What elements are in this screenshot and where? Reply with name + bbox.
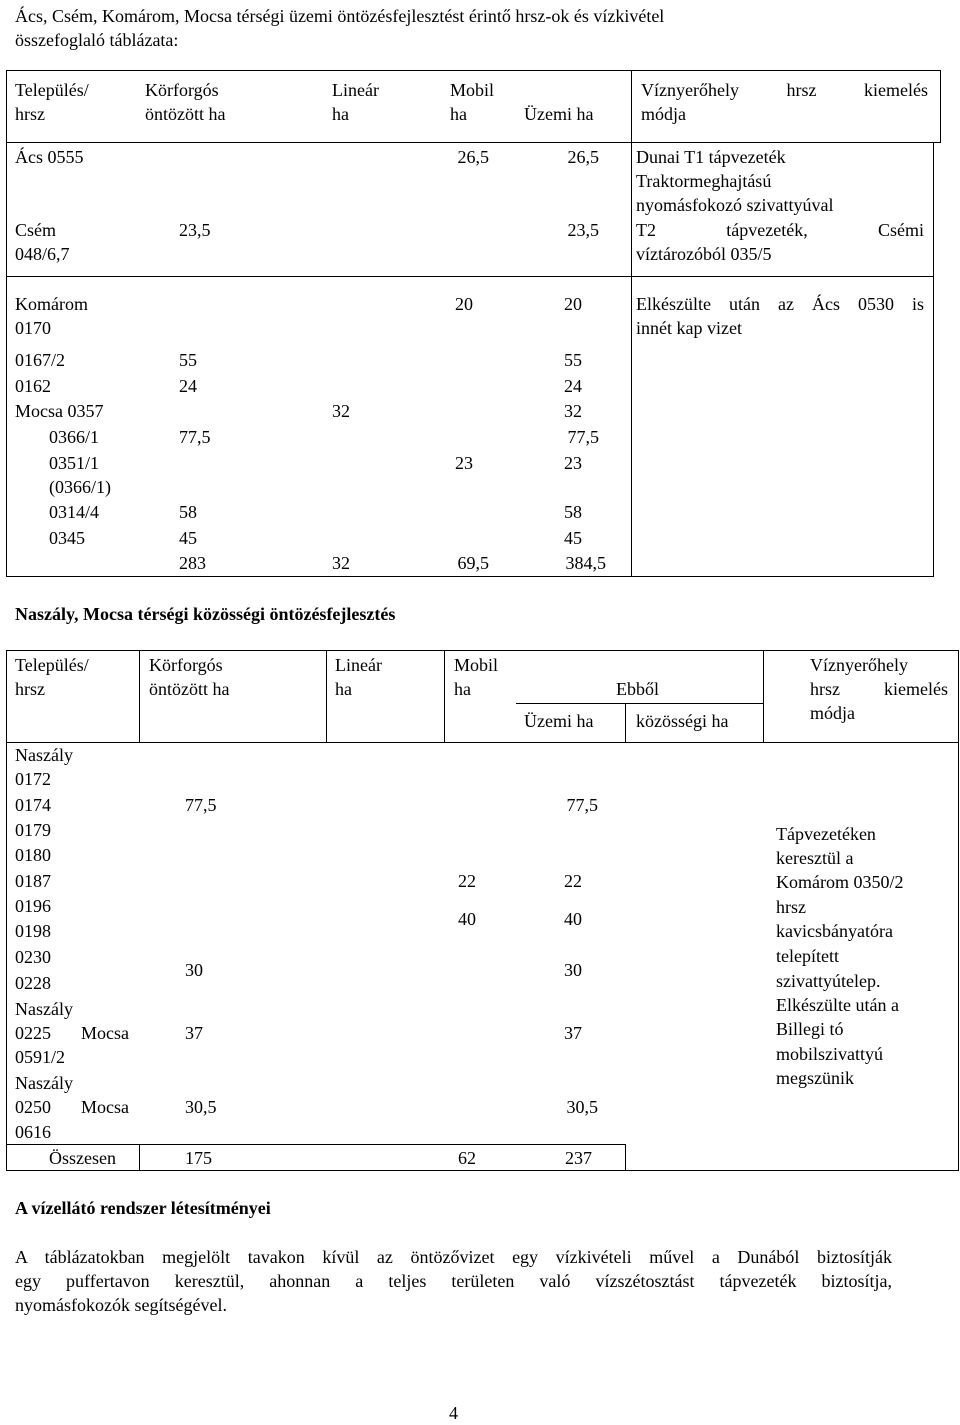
table-2-col-divider <box>625 1144 626 1171</box>
col-header-kozossegi: közösségi ha <box>636 711 729 731</box>
hrsz-line: Naszály <box>15 999 73 1019</box>
table-2-right-border <box>958 650 959 1171</box>
row-uzemi: 23,5 <box>567 220 599 240</box>
hrsz-line: 0230 <box>15 947 51 967</box>
col-header-uzemi: Üzemi ha <box>524 104 594 124</box>
total-linear: 32 <box>332 553 350 573</box>
row-uzemi: 26,5 <box>567 147 599 167</box>
row-mobil: 20 <box>455 294 473 314</box>
table-2-ebbol-divider <box>516 703 763 704</box>
pump-station-note-line: telepített <box>776 946 839 966</box>
table-1-right-border <box>933 142 934 577</box>
row-hrsz: 0351/1 <box>49 453 100 473</box>
col-header-linear: Lineár <box>335 655 382 675</box>
table-1-top-border <box>6 70 941 71</box>
table-1-left-border <box>6 70 7 577</box>
row-mobil: 22 <box>458 871 476 891</box>
hrsz-line: 0250 Mocsa <box>15 1097 129 1117</box>
row-uzemi: 32 <box>564 401 582 421</box>
section-2-title: Naszály, Mocsa térségi közösségi öntözésfejlesztés <box>15 604 396 624</box>
col-header-mobil-sub: ha <box>454 679 471 699</box>
hrsz-line: 0180 <box>15 845 51 865</box>
row-uzemi: 20 <box>564 294 582 314</box>
row-korforgos: 24 <box>179 376 197 396</box>
col-header-telepules: Település/ <box>15 80 89 100</box>
pump-station-note-line: mobilszivattyú <box>776 1044 883 1064</box>
hrsz-line: 0179 <box>15 820 51 840</box>
table-1-group-border <box>6 276 933 277</box>
row-hrsz: 0162 <box>15 376 51 396</box>
hrsz-line: 0591/2 <box>15 1047 66 1067</box>
pump-station-note-line: megszünik <box>776 1068 854 1088</box>
pump-station-note-line: Elkészülte után a <box>776 995 899 1015</box>
hrsz-line: 0225 Mocsa <box>15 1023 129 1043</box>
table-2-col-divider <box>139 650 140 743</box>
row-hrsz: 0345 <box>49 528 85 548</box>
row-kozossegi: 77,5 <box>566 795 598 815</box>
table-1-note-column-border <box>631 70 632 577</box>
row-hrsz-sub: 048/6,7 <box>15 244 70 264</box>
table-2-col-divider <box>444 650 445 743</box>
row-uzemi: 77,5 <box>567 427 599 447</box>
col-header-linear: Lineár <box>332 80 379 100</box>
row-korforgos: 58 <box>179 502 197 522</box>
table-2-left-border <box>6 650 7 1171</box>
table-2-total-top-border <box>6 1144 625 1145</box>
row-korforgos: 77,5 <box>179 427 211 447</box>
row-uzemi: 23 <box>564 453 582 473</box>
row-hrsz-sub: (0366/1) <box>49 477 111 497</box>
row-hrsz: 0167/2 <box>15 350 66 370</box>
page-number: 4 <box>449 1403 458 1423</box>
table-2-bottom-border <box>6 1170 959 1171</box>
hrsz-line: 0174 <box>15 795 51 815</box>
table-1-bottom-border <box>6 576 933 577</box>
col-header-viznyero: Víznyerőhely <box>810 655 908 675</box>
row-korforgos: 45 <box>179 528 197 548</box>
col-header-viznyero-sub: módja <box>641 104 686 124</box>
hrsz-line: 0196 <box>15 896 51 916</box>
water-source-note-line: Dunai T1 tápvezeték <box>636 147 786 167</box>
row-kozossegi: 30 <box>564 960 582 980</box>
water-source-note-line: Traktormeghajtású <box>636 171 772 191</box>
row-hrsz: Komárom <box>15 294 88 314</box>
row-hrsz: Mocsa 0357 <box>15 401 104 421</box>
hrsz-line: Naszály <box>15 1073 73 1093</box>
table-2-header-bottom-border <box>6 742 959 743</box>
hrsz-line: Naszály <box>15 745 73 765</box>
row-korforgos: 30 <box>185 960 203 980</box>
col-header-korforgos-sub: öntözött ha <box>145 104 226 124</box>
pump-station-note-line: Tápvezetéken <box>776 824 876 844</box>
hrsz-line: 0616 <box>15 1122 51 1142</box>
table-2-col-divider <box>763 650 764 743</box>
row-kozossegi: 40 <box>564 909 582 929</box>
row-linear: 32 <box>332 401 350 421</box>
row-uzemi: 24 <box>564 376 582 396</box>
table-2-top-border <box>6 650 959 651</box>
row-hrsz: 0366/1 <box>49 427 100 447</box>
col-header-viznyero-sub: módja <box>810 703 855 723</box>
table-2-col-divider <box>139 1144 140 1171</box>
completion-note-line: Elkészülte után az Ács 0530 is <box>636 294 924 314</box>
total-uzemi: 384,5 <box>565 553 606 573</box>
row-hrsz: 0314/4 <box>49 502 100 522</box>
pump-station-note-line: kavicsbányatóra <box>776 921 893 941</box>
document-title-line-1: Ács, Csém, Komárom, Mocsa térségi üzemi öntözésfejlesztést érintő hrsz-ok és vízkivétel <box>15 6 665 26</box>
total-kozossegi: 237 <box>565 1148 592 1168</box>
row-hrsz-sub: 0170 <box>15 318 51 338</box>
col-header-linear-sub: ha <box>332 104 349 124</box>
hrsz-line: 0172 <box>15 769 51 789</box>
col-header-telepules-sub: hrsz <box>15 679 45 699</box>
completion-note-line: innét kap vizet <box>636 318 742 338</box>
section-3-title: A vízellátó rendszer létesítményei <box>15 1198 271 1218</box>
row-mobil: 40 <box>458 909 476 929</box>
document-title-line-2: összefoglaló táblázata: <box>15 30 179 50</box>
col-header-viznyero: Víznyerőhely hrsz kiemelés <box>641 80 928 100</box>
row-kozossegi: 37 <box>564 1023 582 1043</box>
row-uzemi: 45 <box>564 528 582 548</box>
row-uzemi: 58 <box>564 502 582 522</box>
row-korforgos: 55 <box>179 350 197 370</box>
row-mobil: 26,5 <box>457 147 489 167</box>
row-kozossegi: 30,5 <box>566 1097 598 1117</box>
row-kozossegi: 22 <box>564 871 582 891</box>
table-1-header-bottom-border <box>6 142 941 143</box>
hrsz-line: 0198 <box>15 921 51 941</box>
paragraph-line: nyomásfokozók segítségével. <box>15 1295 227 1315</box>
total-korforgos: 283 <box>179 553 206 573</box>
col-header-mobil-sub: ha <box>450 104 467 124</box>
pump-station-note-line: Billegi tó <box>776 1019 844 1039</box>
col-header-ebbol: Ebből <box>616 679 659 699</box>
total-mobil: 62 <box>458 1148 476 1168</box>
paragraph-line: A táblázatokban megjelölt tavakon kívül az öntözővizet egy vízkivételi művel a Dunából biztosítják <box>15 1247 892 1267</box>
hrsz-line: 0228 <box>15 973 51 993</box>
table-1-header-right-border <box>940 70 941 143</box>
row-korforgos: 30,5 <box>185 1097 217 1117</box>
hrsz-line: 0187 <box>15 871 51 891</box>
row-hrsz: Csém <box>15 220 57 240</box>
pump-station-note-line: keresztül a <box>776 848 854 868</box>
col-header-korforgos: Körforgós <box>149 655 223 675</box>
col-header-korforgos: Körforgós <box>145 80 219 100</box>
col-header-korforgos-sub: öntözött ha <box>149 679 230 699</box>
row-uzemi: 55 <box>564 350 582 370</box>
col-header-mobil: Mobil <box>454 655 499 675</box>
total-korforgos: 175 <box>185 1148 212 1168</box>
total-mobil: 69,5 <box>457 553 489 573</box>
col-header-viznyero-sub: hrsz kiemelés <box>810 679 948 699</box>
water-source-note-line: nyomásfokozó szivattyúval <box>636 195 834 215</box>
pump-station-note-line: szivattyútelep. <box>776 971 881 991</box>
col-header-uzemi: Üzemi ha <box>524 711 594 731</box>
row-korforgos: 37 <box>185 1023 203 1043</box>
paragraph-line: egy puffertavon keresztül, ahonnan a teljes területen való vízszétosztást tápvezeték biztosítja, <box>15 1271 892 1291</box>
table-2-col-divider <box>625 703 626 743</box>
row-mobil: 23 <box>455 453 473 473</box>
row-korforgos: 77,5 <box>185 795 217 815</box>
col-header-linear-sub: ha <box>335 679 352 699</box>
col-header-telepules-sub: hrsz <box>15 104 45 124</box>
water-source-note-line: T2 tápvezeték, Csémi <box>636 220 924 240</box>
water-source-note-line: víztározóból 035/5 <box>636 244 772 264</box>
pump-station-note-line: hrsz <box>776 897 806 917</box>
col-header-mobil: Mobil <box>450 80 495 100</box>
pump-station-note-line: Komárom 0350/2 <box>776 872 904 892</box>
table-2-col-divider <box>326 650 327 743</box>
total-label: Összesen <box>49 1148 116 1168</box>
row-korforgos: 23,5 <box>179 220 211 240</box>
row-hrsz: Ács 0555 <box>15 147 84 167</box>
col-header-telepules: Település/ <box>15 655 89 675</box>
